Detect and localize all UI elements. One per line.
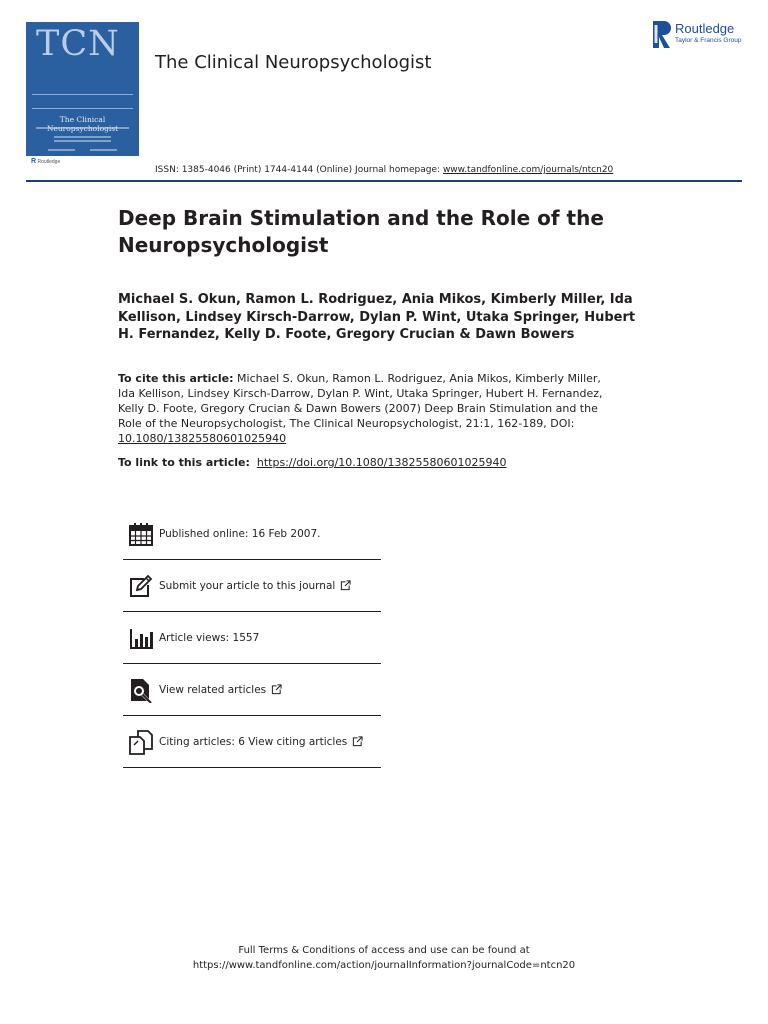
journal-homepage-link[interactable]: www.tandfonline.com/journals/ntcn20: [442, 165, 614, 175]
article-views-label: Article views: 1557: [159, 631, 260, 644]
submit-article-row[interactable]: [123, 560, 381, 612]
cite-doi-link[interactable]: 10.1080/13825580601025940: [118, 432, 287, 445]
cover-abbrev: TCN: [36, 24, 120, 64]
publisher-name: Routledge: [675, 21, 735, 36]
article-doi-link[interactable]: https://doi.org/10.1080/13825580601025940: [256, 456, 507, 469]
cover-text-line: [48, 149, 75, 151]
article-views-row: [123, 612, 381, 664]
external-link-icon: [352, 736, 363, 747]
publisher-subtitle: Taylor & Francis Group: [675, 37, 742, 44]
article-metrics: [123, 508, 381, 768]
small-logo-text: Routledge: [37, 159, 61, 165]
published-online-row: [123, 508, 381, 560]
link-label: To link to this article:: [118, 456, 250, 469]
bar-chart-icon: [128, 625, 154, 651]
external-link-icon: [271, 684, 282, 695]
routledge-logo-icon: [653, 21, 671, 48]
edit-icon: [128, 573, 154, 599]
search-document-icon: [128, 677, 154, 703]
related-articles-row[interactable]: [123, 664, 381, 716]
issn-text: ISSN: 1385-4046 (Print) 1744-4144 (Online) Journal homepage:: [155, 165, 441, 175]
article-link-line: [118, 455, 638, 470]
citing-articles-row[interactable]: [123, 716, 381, 768]
submit-article-label[interactable]: Submit your article to this journal: [159, 579, 336, 592]
terms-footer: [0, 943, 768, 973]
external-link-icon: [340, 580, 351, 591]
cover-divider: [32, 94, 133, 95]
calendar-icon: [128, 521, 154, 547]
citing-documents-icon: [128, 729, 154, 755]
cover-publisher-logo: [31, 158, 60, 165]
terms-text: Full Terms & Conditions of access and use can be found at: [238, 945, 530, 956]
cover-text-line: [54, 140, 111, 142]
issn-line: [155, 165, 613, 175]
cite-text: Michael S. Okun, Ramon L. Rodriguez, Ania Mikos, Kimberly Miller, Ida Kellison, Lindsey Kirsch-Darrow, Dylan P. Wint, Utaka Springer, Hubert H. Fernandez, Kelly D. Foote, Gregory Crucian & Dawn Bowers (2007) Deep Brain Stimulation and the Role of the Neuropsychologist, The Clinical Neuropsychologist, 21:1, 162-189, DOI:: [118, 372, 603, 430]
cover-title: The Clinical: [59, 115, 106, 124]
journal-name: The Clinical Neuropsychologist: [155, 52, 432, 73]
article-title: Deep Brain Stimulation and the Role of the Neuropsychologist: [118, 206, 604, 257]
small-routledge-icon: R: [31, 158, 37, 165]
journal-cover: [26, 22, 139, 156]
terms-url[interactable]: https://www.tandfonline.com/action/journalInformation?journalCode=ntcn20: [192, 960, 576, 971]
cover-text-line: [90, 149, 117, 151]
cover-text-line: [36, 127, 129, 129]
published-online-label: Published online: 16 Feb 2007.: [159, 527, 321, 540]
cite-label: To cite this article:: [118, 372, 234, 385]
citing-articles-label[interactable]: Citing articles: 6 View citing articles: [159, 735, 348, 748]
related-articles-label[interactable]: View related articles: [159, 683, 267, 696]
article-authors: Michael S. Okun, Ramon L. Rodriguez, Ania Mikos, Kimberly Miller, Ida Kellison, Lindsey Kirsch-Darrow, Dylan P. Wint, Utaka Springer, Hubert H. Fernandez, Kelly D. Foote, Gregory Crucian & Dawn Bowers: [118, 292, 636, 342]
header-divider: [26, 180, 742, 182]
publisher-logo[interactable]: [653, 21, 741, 48]
citation: [118, 371, 618, 446]
cover-divider: [32, 108, 133, 109]
cover-text-line: [54, 136, 111, 138]
